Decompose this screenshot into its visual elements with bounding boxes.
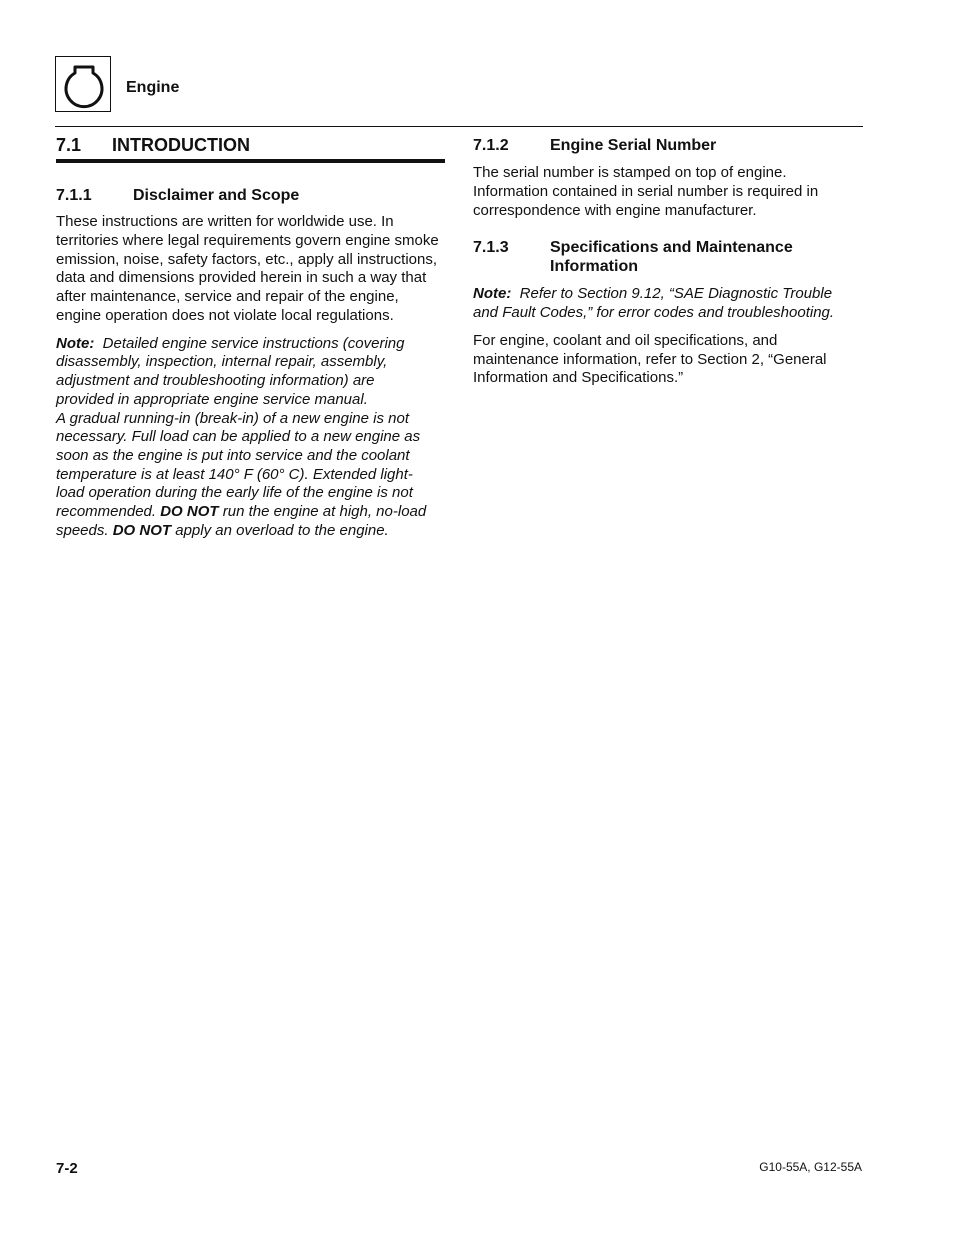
note-line: soon as the engine is put into service and the coolant (56, 447, 410, 464)
text-line: data and dimensions provided herein in such a way that (56, 269, 427, 287)
model-numbers: G10-55A, G12-55A (759, 1160, 862, 1174)
subsection-heading-7-1-3 (473, 238, 863, 276)
subsection-title: Engine Serial Number (550, 137, 717, 154)
note-line: temperature is at least 140° F (60° C). Extended light- (56, 465, 413, 483)
section-title: INTRODUCTION (112, 135, 250, 155)
text-line: The serial number is stamped on top of engine. (473, 164, 787, 181)
disclaimer-note (56, 335, 446, 541)
section-number: 7.1 (56, 135, 82, 155)
specifications-paragraph (473, 332, 863, 388)
warning-emphasis: DO NOT (160, 503, 219, 521)
text-line: engine operation does not violate local regulations. (56, 306, 394, 324)
subsection-title: Specifications and Maintenance Information (550, 239, 793, 276)
disclaimer-paragraph (56, 213, 446, 326)
note-line: necessary. Full load can be applied to a new engine as (56, 428, 421, 446)
note-line: adjustment and troubleshooting information) are (56, 372, 375, 390)
right-column (473, 134, 863, 388)
chapter-title: Engine (126, 79, 180, 96)
note-line: speeds. DO NOT apply an overload to the engine. (56, 521, 389, 539)
serial-number-paragraph (473, 164, 863, 220)
header-divider (55, 126, 863, 127)
specifications-note (473, 285, 863, 322)
note-label: Note: (473, 285, 512, 303)
warning-emphasis: DO NOT (112, 521, 172, 539)
text-line: These instructions are written for worldwide use. In (56, 213, 394, 230)
subsection-heading-7-1-1 (56, 186, 446, 205)
section-heading (56, 134, 445, 163)
note-line: load operation during the early life of the engine is not (56, 484, 413, 502)
note-line: Note: Refer to Section 9.12, “SAE Diagnostic Trouble (473, 285, 833, 303)
note-line: disassembly, inspection, internal repair, assembly, (56, 353, 388, 371)
text-line: emission, noise, safety factors, etc., apply all instructions, (56, 250, 437, 268)
subsection-number: 7.1.2 (473, 137, 509, 154)
text-line: territories where legal requirements govern engine smoke (56, 231, 439, 249)
subsection-title: Disclaimer and Scope (133, 187, 300, 204)
engine-chapter-icon-box (55, 56, 111, 112)
text-line: correspondence with engine manufacturer. (473, 201, 757, 219)
text-line: Information and Specifications.” (473, 369, 684, 387)
subsection-number: 7.1.3 (473, 239, 509, 257)
subsection-number: 7.1.1 (56, 187, 92, 204)
note-line: recommended. DO NOT run the engine at high, no-load (56, 503, 427, 521)
note-line: A gradual running-in (break-in) of a new engine is not (56, 409, 409, 427)
note-label: Note: (56, 334, 95, 352)
subsection-heading-7-1-2 (473, 136, 863, 155)
text-line: maintenance information, refer to Section 2, “General (473, 350, 827, 368)
engine-icon (56, 57, 112, 113)
left-column (56, 134, 446, 541)
text-line: after maintenance, service and repair of the engine, (56, 288, 399, 306)
text-line: Information contained in serial number is required in (473, 182, 819, 200)
text-line: For engine, coolant and oil specifications, and (473, 331, 778, 349)
note-line: Note: Detailed engine service instructions (covering (56, 334, 405, 352)
page-number: 7-2 (56, 1160, 78, 1177)
note-line: and Fault Codes,” for error codes and troubleshooting. (473, 304, 835, 322)
note-line: provided in appropriate engine service manual. (56, 390, 368, 408)
